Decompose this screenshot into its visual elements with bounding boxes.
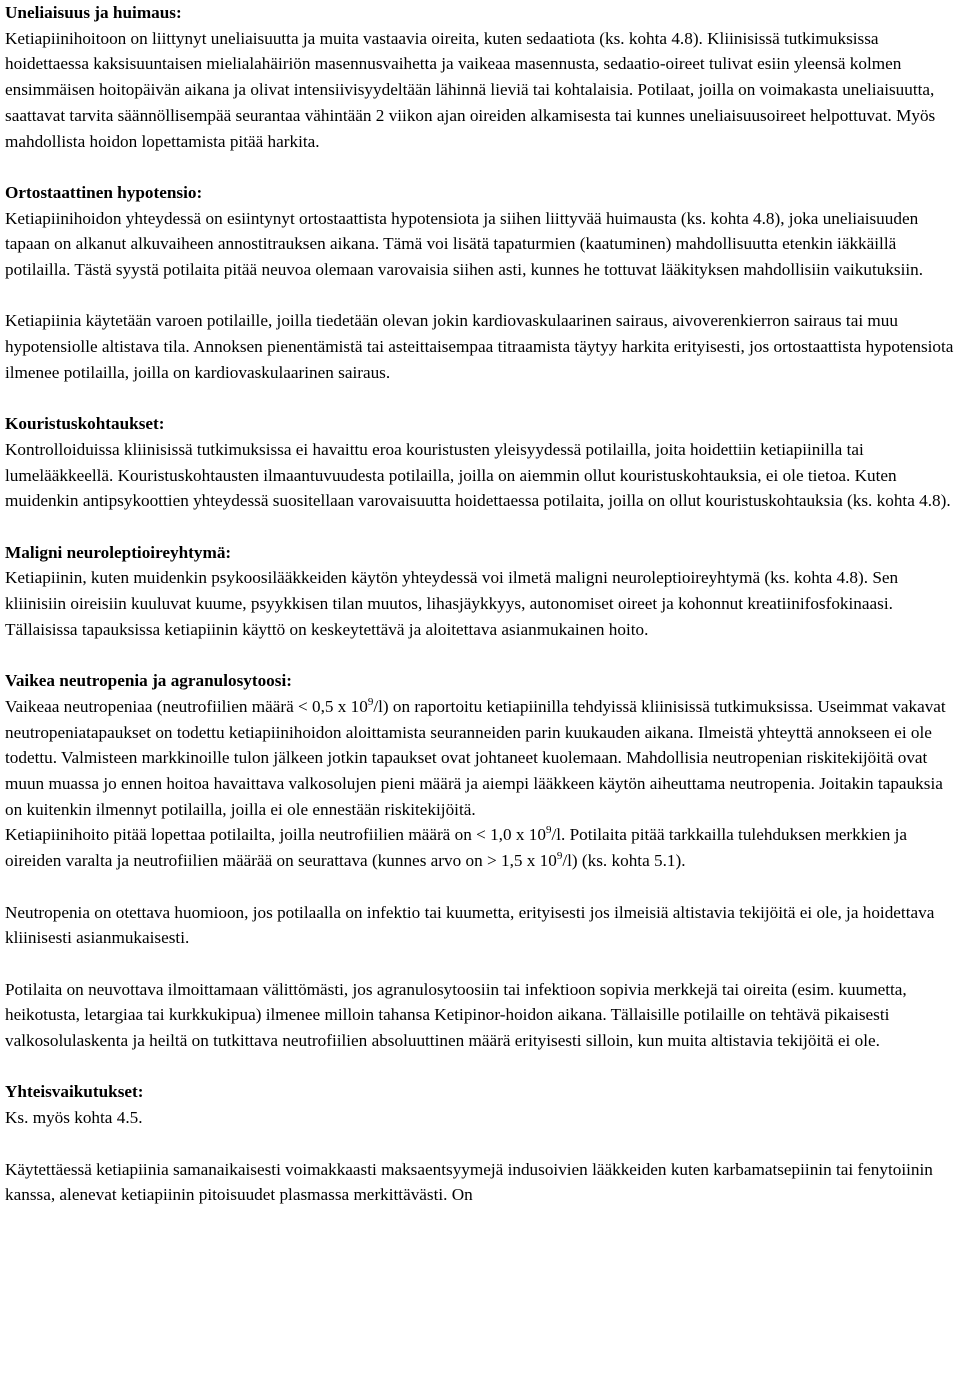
text-run: /l) (ks. kohta 5.1). xyxy=(562,851,686,871)
text-run: /l) on raportoitu ketiapiinilla tehdyissä kliinisissä tutkimuksissa. Useimmat vakavat neutropeniatapaukset on todettu ketiapiinihoidon aloittamista seuranneiden parin kuukauden aikana. Ilmeistä yhteyttä annokseen ei ole todettu. Valmisteen markkinoille tulon jälkeen jotkin tapaukset ovat johtaneet kuolemaan. Mahdollisia neutropenian riskitekijöitä ovat muun muassa jo ennen hoitoa havaittava valkosolujen pieni määrä ja aiempi lääkkeen käytön aiheuttama neutropenia. Joitakin tapauksia on kuitenkin ilmennyt potilailla, joilla ei ole ennestään riskitekijöitä. xyxy=(5,696,946,819)
paragraph: Ketiapiinihoidon yhteydessä on esiintynyt ortostaattista hypotensiota ja siihen liittyvää huimausta (ks. kohta 4.8), joka uneliaisuuden tapaan on alkanut alkuvaiheen annostitrauksen aikana. Tämä voi lisätä tapaturmien (kaatuminen) mahdollisuutta etenkin iäkkäillä potilailla. Tästä syystä potilaita pitää neuvoa olemaan varovaisia siihen asti, kunnes he tottuvat lääkityksen mahdollisiin vaikutuksiin. xyxy=(5,208,924,280)
paragraph: Ketiapiinihoitoon on liittynyt uneliaisuutta ja muita vastaavia oireita, kuten sedaatiota (ks. kohta 4.8). Kliinisissä tutkimuksissa hoidettaessa kaksisuuntaisen mielialahäiriön masennusvaihetta ja vaikeaa masennusta, sedaatio-oireet tulivat esiin yleensä kolmen ensimmäisen hoitopäivän aikana ja olivat intensiivisyydeltään lähinnä lieviä tai kohtalaisia. Potilaat, joilla on voimakasta uneliaisuutta, saattavat tarvita säännöllisempää seurantaa vähintään 2 viikon ajan oireiden alkamisesta tai kunnes uneliaisuusoireet helpottuvat. Myös mahdollista hoidon lopettamista pitää harkita. xyxy=(5,28,936,151)
superscript: 9 xyxy=(545,824,552,837)
section-heading: Uneliaisuus ja huimaus: xyxy=(5,3,182,22)
section-heading: Kouristuskohtaukset: xyxy=(5,414,165,434)
section-drowsiness xyxy=(5,0,954,154)
text-run: Ketiapiinihoito pitää lopettaa potilailta, joilla neutrofiilien määrä on < 1,0 x 10 xyxy=(5,825,546,845)
paragraph: Potilaita on neuvottava ilmoittamaan välittömästi, jos agranulosytoosiin tai infektioon sopivia merkkejä tai oireita (esim. kuumetta, heikotusta, letargiaa tai kurkkukipua) ilmenee milloin tahansa Ketipinor-hoidon aikana. Tällaisille potilaille on tehtävä pikaisesti valkosolulaskenta ja heiltä on tutkittava neutrofiilien absoluuttinen määrä erityisesti silloin, kun muita altistavia tekijöitä ei ole. xyxy=(5,979,907,1051)
section-heading: Ortostaattinen hypotensio: xyxy=(5,182,203,202)
section-heading: Maligni neuroleptioireyhtymä: xyxy=(5,542,232,562)
paragraph: Neutropenia on otettava huomioon, jos potilaalla on infektio tai kuumetta, erityisesti jos ilmeisiä altistavia tekijöitä ei ole, ja hoidettava kliinisesti asianmukaisesti. xyxy=(5,902,935,948)
section-seizures xyxy=(5,411,954,514)
section-interactions xyxy=(5,1079,954,1208)
section-heading: Yhteisvaikutukset: xyxy=(5,1082,144,1102)
paragraph: Ketiapiinin, kuten muidenkin psykoosilääkkeiden käytön yhteydessä voi ilmetä maligni neuroleptioireyhtymä (ks. kohta 4.8). Sen kliinisiin oireisiin kuuluvat kuume, psyykkisen tilan muutos, lihasjäykkyys, autonomiset oireet ja kohonnut kreatiinifosfokinaasi. Tällaisissa tapauksissa ketiapiinin käyttö on keskeytettävä ja aloitettava asianmukainen hoito. xyxy=(5,568,899,639)
paragraph: Käytettäessä ketiapiinia samanaikaisesti voimakkaasti maksaentsyymejä indusoivien lääkkeiden kuten karbamatsepiinin tai fenytoiinin kanssa, alenevat ketiapiinin pitoisuudet plasmassa merkittävästi. On xyxy=(5,1159,933,1205)
section-orthostatic-hypotension xyxy=(5,180,954,386)
text-run: /l. Potilaita pitää tarkkailla tulehduksen merkkien ja oireiden varalta ja neutrofiilien määrää on seurattava (kunnes arvo on > 1,5 x 10 xyxy=(5,825,908,871)
section-neutropenia xyxy=(5,668,954,1054)
superscript: 9 xyxy=(556,850,563,863)
text-run: Vaikeaa neutropeniaa (neutrofiilien määrä < 0,5 x 10 xyxy=(5,696,368,716)
paragraph xyxy=(5,822,954,873)
paragraph: Ks. myös kohta 4.5. xyxy=(5,1108,143,1128)
superscript: 9 xyxy=(367,695,374,708)
paragraph: Ketiapiinia käytetään varoen potilaille, joilla tiedetään olevan jokin kardiovaskulaarinen sairaus, aivoverenkierron sairaus tai muu hypotensiolle altistava tila. Annoksen pienentämistä tai asteittaisempaa titraamista täytyy harkita erityisesti, jos ortostaattista hypotensiota ilmenee potilailla, joilla on kardiovaskulaarinen sairaus. xyxy=(5,311,954,382)
paragraph xyxy=(5,694,954,823)
paragraph: Kontrolloiduissa kliinisissä tutkimuksissa ei havaittu eroa kouristusten yleisyydessä potilailla, joita hoidettiin ketiapiinilla tai lumelääkkeellä. Kouristuskohtausten ilmaantuvuudesta potilailla, joilla on aiemmin ollut kouristuskohtauksia, ei ole tietoa. Kuten muidenkin antipsykoottien yhteydessä suositellaan varovaisuutta hoidettaessa potilaita, joilla on ollut kouristuskohtauksia (ks. kohta 4.8). xyxy=(5,439,951,511)
section-heading: Vaikea neutropenia ja agranulosytoosi: xyxy=(5,671,292,691)
section-nms xyxy=(5,540,954,643)
